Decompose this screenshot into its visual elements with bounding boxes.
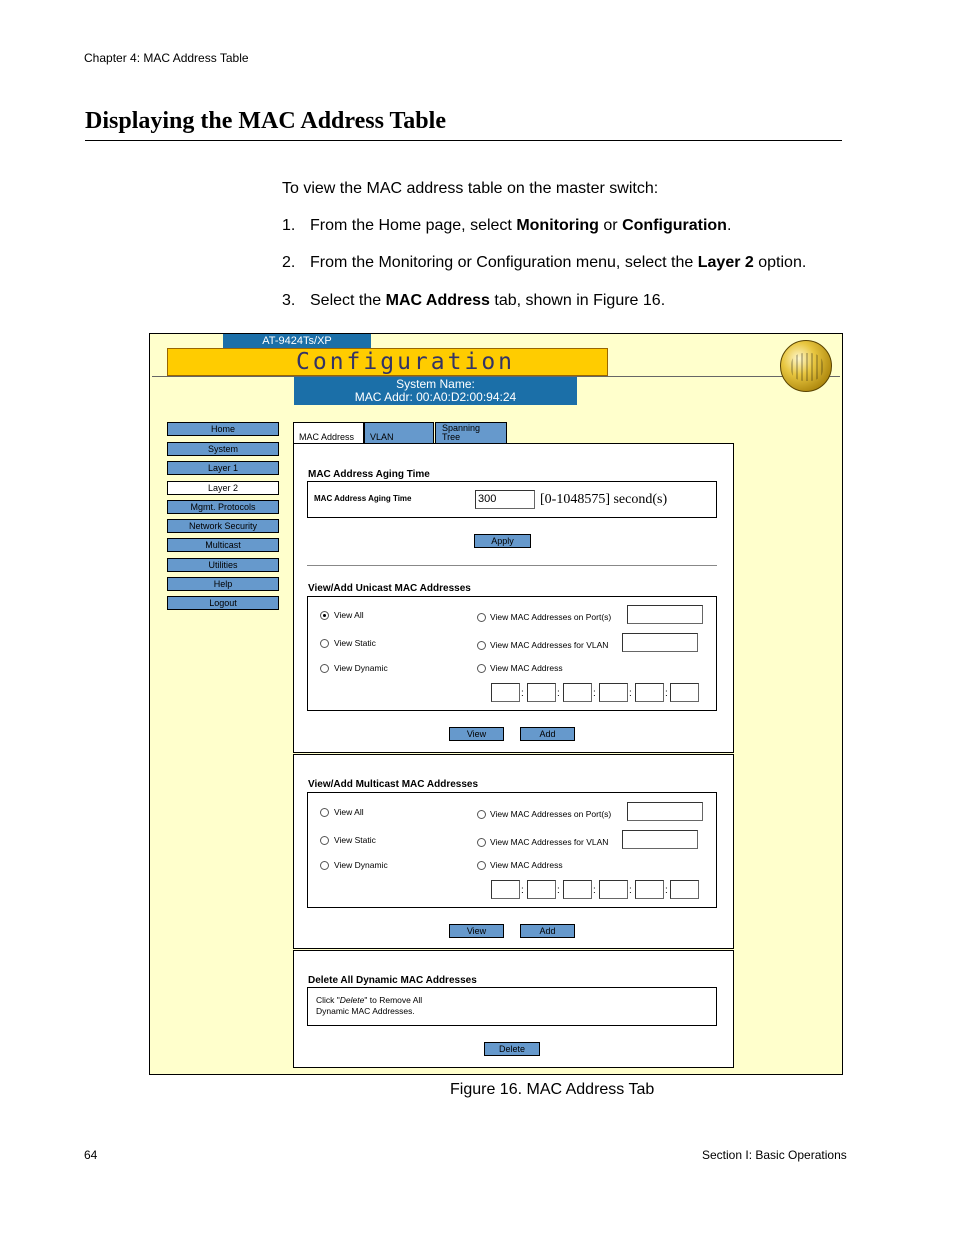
tab-vlan[interactable]: VLAN — [364, 422, 434, 444]
multicast-view-all-label: View All — [334, 807, 364, 817]
delete-section-title: Delete All Dynamic MAC Addresses — [308, 975, 477, 986]
unicast-view-all-label: View All — [334, 610, 364, 620]
step-2: 2. From the Monitoring or Configuration menu, select the Layer 2 option. — [282, 254, 807, 271]
intro-text: To view the MAC address table on the master switch: — [282, 180, 659, 197]
unicast-on-ports-radio[interactable] — [477, 613, 486, 622]
unicast-view-mac-label: View MAC Address — [490, 663, 563, 673]
figure-caption: Figure 16. MAC Address Tab — [450, 1081, 655, 1098]
multicast-for-vlan-radio[interactable] — [477, 838, 486, 847]
unicast-view-static-label: View Static — [334, 638, 376, 648]
unicast-vlan-input[interactable] — [622, 633, 698, 652]
nav-logout-button[interactable]: Logout — [167, 596, 279, 610]
unicast-mac-octet-3[interactable] — [563, 683, 592, 702]
step-number: 3. — [282, 292, 296, 309]
unicast-view-button[interactable]: View — [449, 727, 504, 741]
aging-time-input[interactable]: 300 — [475, 490, 535, 509]
aging-box — [307, 481, 717, 518]
multicast-view-static-label: View Static — [334, 835, 376, 845]
nav-layer2-button[interactable]: Layer 2 — [167, 481, 279, 495]
multicast-view-dynamic-label: View Dynamic — [334, 860, 388, 870]
tab-mac-address[interactable]: MAC Address — [293, 422, 364, 444]
configuration-banner: Configuration — [167, 348, 608, 376]
delete-box — [307, 987, 717, 1026]
unicast-ports-input[interactable] — [627, 605, 703, 624]
multicast-panel — [293, 754, 734, 949]
unicast-add-button[interactable]: Add — [520, 727, 575, 741]
multicast-on-ports-radio[interactable] — [477, 810, 486, 819]
multicast-view-mac-label: View MAC Address — [490, 860, 563, 870]
unicast-view-dynamic-label: View Dynamic — [334, 663, 388, 673]
nav-layer1-button[interactable]: Layer 1 — [167, 461, 279, 475]
unicast-view-static-radio[interactable] — [320, 639, 329, 648]
nav-multicast-button[interactable]: Multicast — [167, 538, 279, 552]
multicast-view-mac-radio[interactable] — [477, 861, 486, 870]
unicast-mac-octet-1[interactable] — [491, 683, 520, 702]
aging-section-title: MAC Address Aging Time — [308, 469, 430, 480]
unicast-for-vlan-radio[interactable] — [477, 641, 486, 650]
nav-home-button[interactable]: Home — [167, 422, 279, 436]
step-1: 1. From the Home page, select Monitoring or Configuration. — [282, 217, 732, 234]
multicast-add-button[interactable]: Add — [520, 924, 575, 938]
unicast-mac-octet-2[interactable] — [527, 683, 556, 702]
unicast-section-title: View/Add Unicast MAC Addresses — [308, 583, 471, 594]
multicast-section-title: View/Add Multicast MAC Addresses — [308, 779, 479, 790]
globe-logo-icon — [780, 340, 832, 392]
unicast-box: View All View Static View Dynamic View MAC Addresses on Port(s) View MAC Addresses for VLAN View MAC Address : : : : : — [307, 596, 717, 711]
page-number: 64 — [84, 1148, 98, 1162]
step-3: 3. Select the MAC Address tab, shown in Figure 16. — [282, 292, 666, 309]
section-title: Displaying the MAC Address Table — [85, 108, 446, 134]
step-number: 2. — [282, 254, 296, 271]
delete-panel — [293, 950, 734, 1068]
section-footer: Section I: Basic Operations — [702, 1148, 847, 1162]
system-info-box — [294, 377, 577, 405]
model-label: AT-9424Ts/XP — [223, 334, 371, 348]
multicast-view-button[interactable]: View — [449, 924, 504, 938]
title-rule — [85, 140, 842, 141]
nav-network-security-button[interactable]: Network Security — [167, 519, 279, 533]
unicast-view-all-radio[interactable] — [320, 611, 329, 620]
multicast-mac-octet-5[interactable] — [635, 880, 664, 899]
nav-utilities-button[interactable]: Utilities — [167, 558, 279, 572]
multicast-mac-octet-6[interactable] — [670, 880, 699, 899]
mac-addr-label: MAC Addr: 00:A0:D2:00:94:24 — [354, 390, 517, 404]
multicast-view-dynamic-radio[interactable] — [320, 861, 329, 870]
multicast-mac-octet-2[interactable] — [527, 880, 556, 899]
multicast-vlan-input[interactable] — [622, 830, 698, 849]
unicast-on-ports-label: View MAC Addresses on Port(s) — [490, 612, 612, 622]
multicast-ports-input[interactable] — [627, 802, 703, 821]
nav-help-button[interactable]: Help — [167, 577, 279, 591]
delete-instructions: Click "Delete" to Remove All Dynamic MAC Addresses. — [316, 995, 423, 1016]
unicast-view-mac-radio[interactable] — [477, 664, 486, 673]
unicast-mac-octet-5[interactable] — [635, 683, 664, 702]
multicast-on-ports-label: View MAC Addresses on Port(s) — [490, 809, 612, 819]
aging-time-label: MAC Address Aging Time — [314, 494, 412, 503]
running-header: Chapter 4: MAC Address Table — [84, 51, 249, 65]
system-name-label: System Name: — [396, 377, 475, 391]
multicast-view-static-radio[interactable] — [320, 836, 329, 845]
nav-system-button[interactable]: System — [167, 442, 279, 456]
unicast-view-dynamic-radio[interactable] — [320, 664, 329, 673]
aging-unicast-panel — [293, 443, 734, 753]
unicast-mac-octet-6[interactable] — [670, 683, 699, 702]
multicast-mac-octet-4[interactable] — [599, 880, 628, 899]
unicast-mac-octet-4[interactable] — [599, 683, 628, 702]
mac-address-tab-screenshot — [149, 333, 843, 1075]
nav-mgmt-protocols-button[interactable]: Mgmt. Protocols — [167, 500, 279, 514]
separator — [307, 565, 717, 566]
tab-spanning-tree[interactable]: Spanning Tree — [435, 422, 507, 444]
multicast-for-vlan-label: View MAC Addresses for VLAN — [490, 837, 609, 847]
delete-button[interactable]: Delete — [484, 1042, 540, 1056]
multicast-box: View All View Static View Dynamic View MAC Addresses on Port(s) View MAC Addresses for VLAN View MAC Address : : : : : — [307, 792, 717, 908]
apply-button[interactable]: Apply — [474, 534, 531, 548]
multicast-mac-octet-3[interactable] — [563, 880, 592, 899]
multicast-mac-octet-1[interactable] — [491, 880, 520, 899]
multicast-view-all-radio[interactable] — [320, 808, 329, 817]
unicast-for-vlan-label: View MAC Addresses for VLAN — [490, 640, 609, 650]
step-number: 1. — [282, 217, 296, 234]
aging-time-range: [0-1048575] second(s) — [540, 492, 668, 507]
